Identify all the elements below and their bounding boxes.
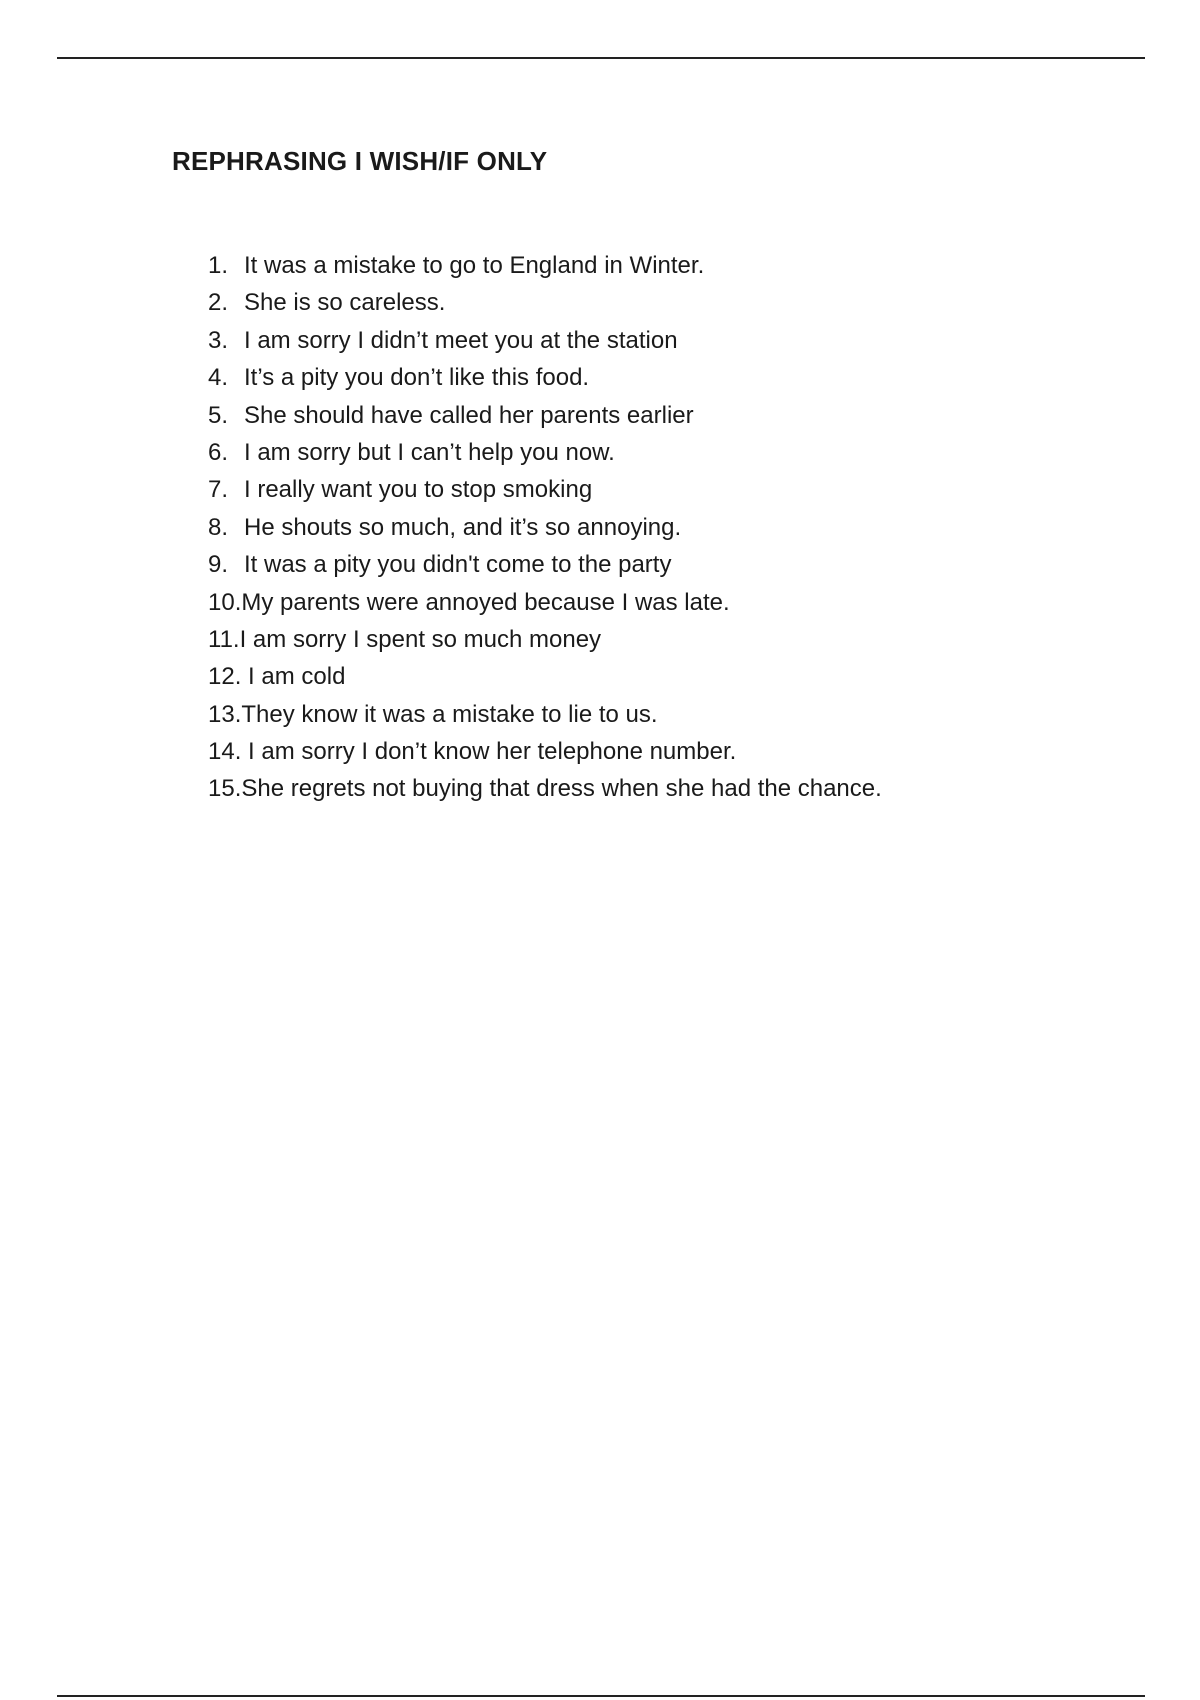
item-text: I am sorry I don’t know her telephone number. [241, 738, 737, 766]
item-number: 6. [208, 438, 229, 466]
item-text: I really want you to stop smoking [244, 476, 593, 504]
list-item [208, 509, 882, 546]
list-item [208, 733, 882, 770]
list-item [208, 621, 882, 658]
document-title: REPHRASING I WISH/IF ONLY [172, 146, 548, 176]
footer-rule [57, 1695, 1145, 1697]
item-text: It was a mistake to go to England in Winter. [244, 252, 705, 279]
header-rule [57, 57, 1145, 59]
item-number: 13. [208, 700, 242, 728]
item-text: I am cold [241, 663, 346, 691]
item-number: 8. [208, 513, 229, 541]
list-item [208, 397, 882, 434]
list-item [208, 770, 882, 807]
list-item [208, 359, 882, 396]
item-number: 15. [208, 775, 242, 803]
item-number: 9. [208, 551, 229, 579]
item-number: 2. [208, 289, 229, 317]
list-item [208, 658, 882, 695]
item-number: 12. [208, 663, 242, 691]
exercise-list [208, 247, 882, 808]
list-item [208, 247, 882, 284]
item-text: They know it was a mistake to lie to us. [241, 700, 658, 728]
item-text: She should have called her parents earlier [244, 401, 694, 429]
list-item [208, 322, 882, 359]
item-number: 5. [208, 401, 229, 429]
list-item [208, 471, 882, 508]
item-text: My parents were annoyed because I was late. [241, 588, 730, 616]
item-text: She is so careless. [244, 289, 446, 317]
list-item [208, 584, 882, 621]
item-number: 11. [208, 625, 240, 653]
item-text: I am sorry but I can’t help you now. [244, 438, 615, 466]
item-number: 3. [208, 326, 229, 354]
item-number: 7. [208, 476, 229, 504]
list-item [208, 434, 882, 471]
item-number: 10. [208, 588, 242, 616]
list-item [208, 546, 882, 583]
list-item [208, 696, 882, 733]
item-text: I am sorry I didn’t meet you at the station [244, 326, 678, 354]
item-text: It’s a pity you don’t like this food. [244, 364, 590, 392]
item-text: It was a pity you didn't come to the party [244, 551, 672, 579]
item-number: 1. [208, 252, 229, 279]
item-number: 14. [208, 738, 242, 766]
item-text: I am sorry I spent so much money [239, 625, 602, 653]
list-item [208, 284, 882, 321]
item-text: He shouts so much, and it’s so annoying. [244, 513, 682, 541]
item-number: 4. [208, 364, 229, 392]
item-text: She regrets not buying that dress when she had the chance. [241, 775, 882, 803]
